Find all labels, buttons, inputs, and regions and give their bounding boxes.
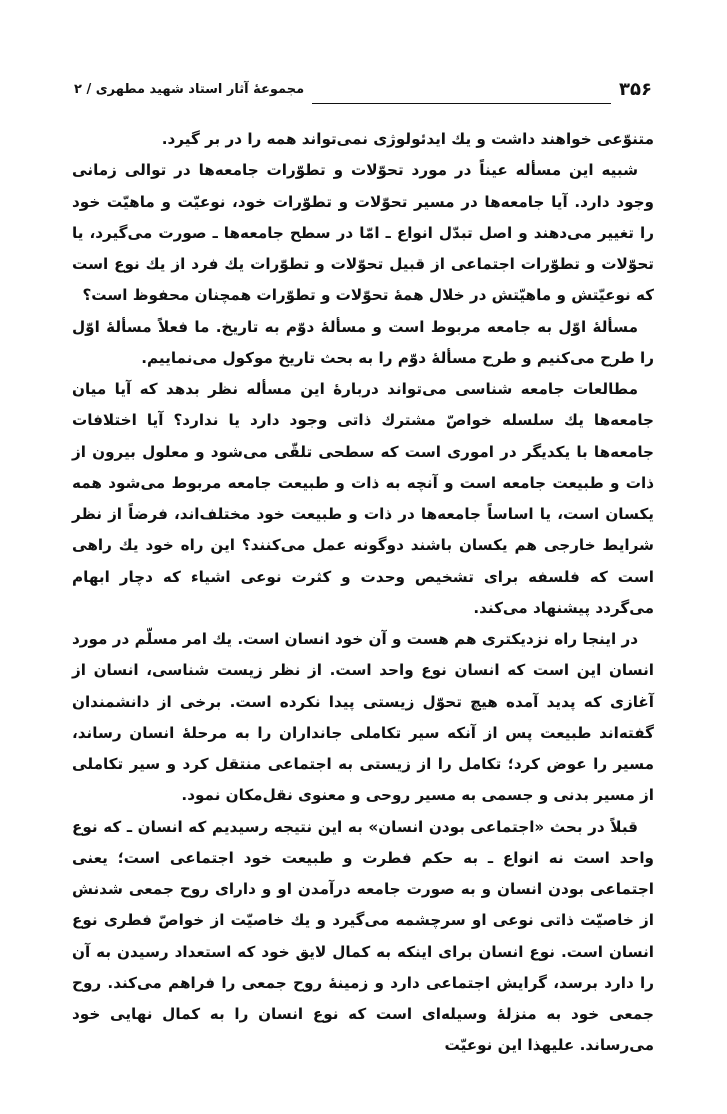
- body-text: [72, 124, 654, 1062]
- paragraph: قبلاً در بحث «اجتماعی بودن انسان» به این نتیجه رسیدیم که انسان ـ که نوع واحد است نه انواع ـ به حکم فطرت و طبیعت خود اجتماعی است؛ یعنی اجتماعی بودن انسان و به صورت جامعه درآمدن او و دارای روح جمعی شدنش از خاصیّت ذاتی نوعی او سرچشمه می‌گیرد و یك خاصیّت از خواصّ فطری نوع انسان است. نوع انسان برای اینکه به کمال لایق خود که استعداد رسیدن به آن را دارد برسد، گرایش اجتماعی دارد و زمینهٔ روح جمعی را فراهم می‌کند. روح جمعی خود به منزلهٔ وسیله‌ای است که نوع انسان را به کمال نهایی خود می‌رساند. علیهذا این نوعیّت: [72, 817, 654, 1055]
- page-number: ۳۵۶: [611, 76, 652, 104]
- page-header: [74, 76, 652, 104]
- paragraph: در اینجا راه نزدیکتری هم هست و آن خود انسان است. یك امر مسلّم در مورد انسان این است که انسان نوع واحد است. از نظر زیست شناسی، انسان از آغازی که پدید آمده هیچ تحوّل زیستی پیدا نکرده است. برخی از دانشمندان گفته‌اند طبیعت پس از آنکه سیر تکاملی جانداران را به مرحلهٔ انسان رساند، مسیر را عوض کرد؛ تکامل را از زیستی به اجتماعی منتقل کرد و سیر تکاملی از مسیر بدنی و جسمی به مسیر روحی و معنوی نقل‌مکان نمود.: [72, 630, 654, 805]
- paragraph-continued: متنوّعی خواهند داشت و یك ایدئولوژی نمی‌تواند همه را در بر گیرد.: [161, 130, 654, 148]
- paragraph: شبیه این مسأله عیناً در مورد تحوّلات و تطوّرات جامعه‌ها در توالی زمانی وجود دارد. آیا جامعه‌ها در مسیر تحوّلات و تطوّرات خود، نوعیّت و ماهیّت خود را تغییر می‌دهند و اصل تبدّل انواع ـ امّا در سطح جامعه‌ها ـ صورت می‌گیرد، یا تحوّلات و تطوّرات اجتماعی از قبیل تحوّلات و تطوّرات یك فرد از یك نوع است که نوعیّتش و ماهیّتش در خلال همهٔ تحوّلات و تطوّرات همچنان محفوظ است؟: [72, 161, 654, 305]
- paragraph: مطالعات جامعه شناسی می‌تواند دربارهٔ این مسأله نظر بدهد که آیا میان جامعه‌ها یك سلسله خواصّ مشترك ذاتی وجود دارد یا ندارد؟ آیا اختلافات جامعه‌ها با یکدیگر در اموری است که سطحی تلقّی می‌شود و معلول بیرون از ذات و طبیعت جامعه است و آنچه به ذات و طبیعت جامعه مربوط می‌شود همه یکسان است، یا اساساً جامعه‌ها در ذات و طبیعت خود مختلف‌اند، فرضاً از نظر شرایط خارجی هم یکسان باشند دوگونه عمل می‌کنند؟ این راه خود یك راهی است که فلسفه برای تشخیص وحدت و کثرت نوعی اشیاء که دچار ابهام می‌گردد پیشنهاد می‌کند.: [72, 380, 654, 617]
- paragraph: مسألهٔ اوّل به جامعه مربوط است و مسألهٔ دوّم به تاریخ. ما فعلاً مسألهٔ اوّل را طرح می‌کنیم و طرح مسألهٔ دوّم را به بحث تاریخ موکول می‌نماییم.: [72, 317, 654, 367]
- running-title: مجموعهٔ آثار استاد شهید مطهری / ۲: [74, 76, 312, 104]
